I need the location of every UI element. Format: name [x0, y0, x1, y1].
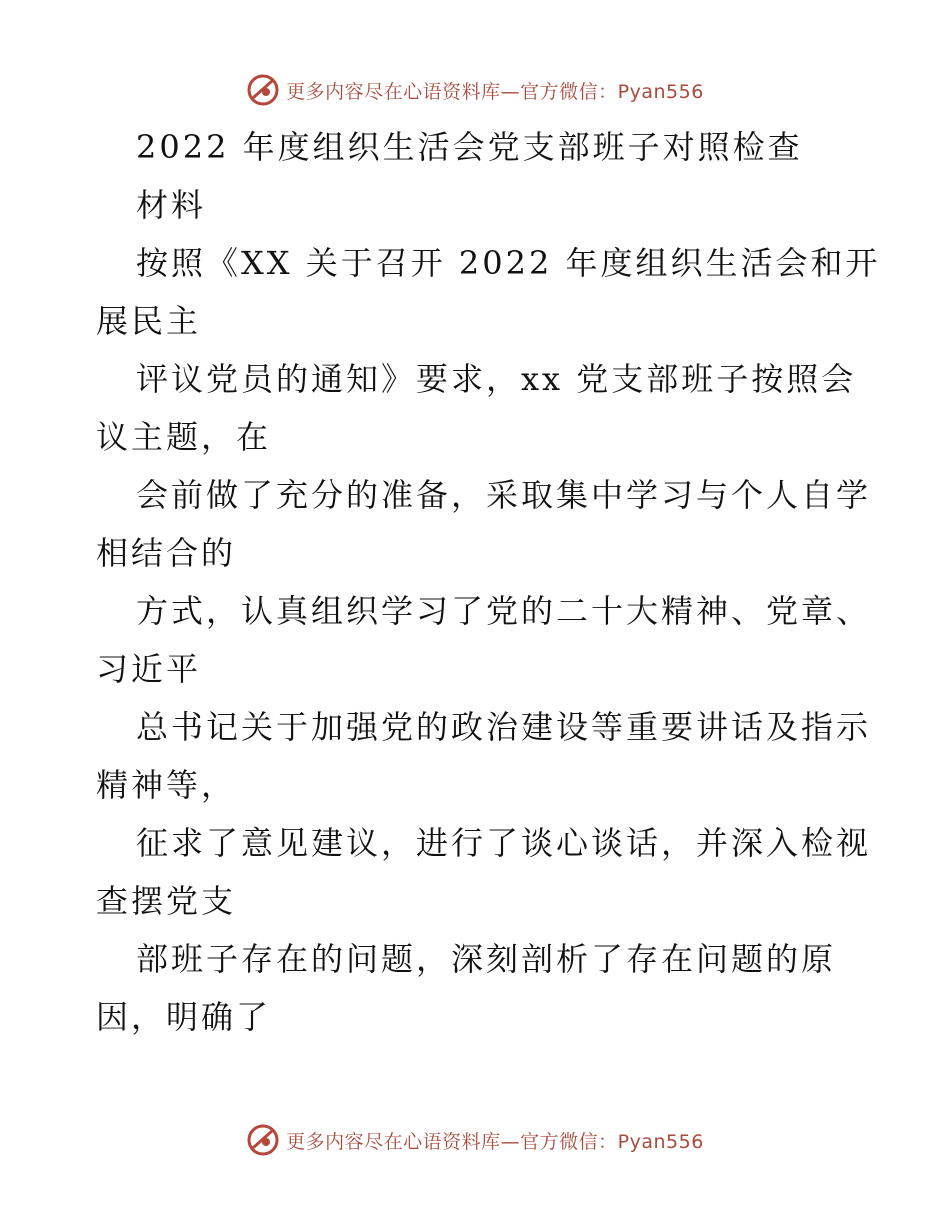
doc-line: 精神等，: [96, 766, 237, 804]
doc-line: 会前做了充分的准备，采取集中学习与个人自学: [136, 476, 872, 514]
header-banner-text: 更多内容尽在心语资料库—官方微信：Pyan556: [286, 80, 704, 103]
seal-logo-icon: [246, 1123, 280, 1157]
footer-banner-text: 更多内容尽在心语资料库—官方微信：Pyan556: [286, 1130, 704, 1153]
doc-line: 习近平: [96, 650, 202, 688]
doc-line: 相结合的: [96, 534, 237, 572]
doc-line: 方式，认真组织学习了党的二十大精神、党章、: [136, 592, 872, 630]
doc-line: 材料: [136, 186, 207, 224]
doc-line: 查摆党支: [96, 882, 237, 920]
footer-banner: [0, 1120, 950, 1160]
doc-line: 总书记关于加强党的政治建设等重要讲话及指示: [136, 708, 872, 746]
doc-line: 按照《XX 关于召开 2022 年度组织生活会和开: [136, 244, 881, 282]
doc-line: 展民主: [96, 302, 202, 340]
header-banner: [0, 70, 950, 110]
doc-line: 评议党员的通知》要求，xx 党支部班子按照会: [136, 360, 857, 398]
doc-line: 2022 年度组织生活会党支部班子对照检查: [136, 128, 803, 166]
doc-line: 因，明确了: [96, 998, 272, 1036]
doc-line: 议主题，在: [96, 418, 272, 456]
document-body: [96, 118, 881, 1046]
doc-line: 征求了意见建议，进行了谈心谈话，并深入检视: [136, 824, 872, 862]
seal-logo-icon: [246, 73, 280, 107]
doc-line: 部班子存在的问题，深刻剖析了存在问题的原: [136, 940, 837, 978]
